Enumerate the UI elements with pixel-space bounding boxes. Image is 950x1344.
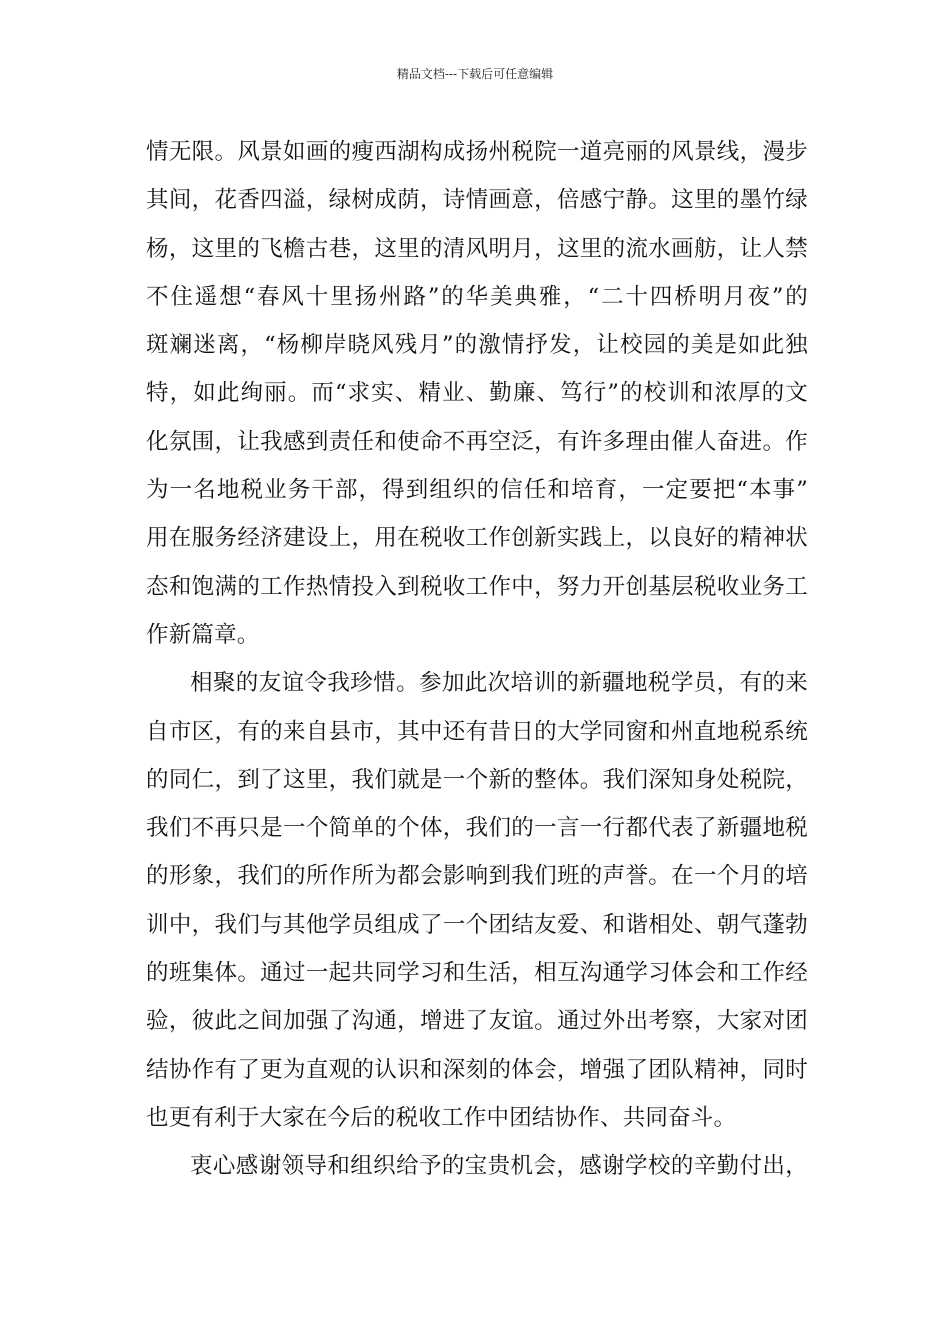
text-line: 相聚的友谊令我珍惜。参加此次培训的新疆地税学员，有的来	[190, 670, 808, 697]
text-line: 作新篇章。	[146, 621, 260, 648]
text-line: 杨，这里的飞檐古巷，这里的清风明月，这里的流水画舫，让人禁	[146, 235, 808, 262]
text-line: 自市区，有的来自县市，其中还有昔日的大学同窗和州直地税系统	[146, 718, 808, 745]
text-line: 斑斓迷离，“杨柳岸晓风残月”的激情抒发，让校园的美是如此独	[146, 332, 808, 359]
text-line: 我们不再只是一个简单的个体，我们的一言一行都代表了新疆地税	[146, 815, 808, 842]
page-header: 精品文档---下载后可任意编辑	[396, 67, 554, 81]
text-line: 也更有利于大家在今后的税收工作中团结协作、共同奋斗。	[146, 1104, 737, 1131]
text-line: 情无限。风景如画的瘦西湖构成扬州税院一道亮丽的风景线，漫步	[146, 139, 808, 165]
paragraph	[146, 128, 808, 659]
text-line: 训中，我们与其他学员组成了一个团结友爱、和谐相处、朝气蓬勃	[146, 911, 808, 938]
text-line: 的班集体。通过一起共同学习和生活，相互沟通学习体会和工作经	[146, 960, 808, 987]
text-line: 不住遥想“春风十里扬州路”的华美典雅，“二十四桥明月夜”的	[146, 283, 808, 310]
document-body	[146, 128, 808, 1191]
paragraph	[146, 659, 808, 1142]
text-line: 态和饱满的工作热情投入到税收工作中，努力开创基层税收业务工	[146, 573, 808, 600]
text-line: 化氛围，让我感到责任和使命不再空泛，有许多理由催人奋进。作	[146, 428, 808, 455]
text-line: 衷心感谢领导和组织给予的宝贵机会，感谢学校的辛勤付出，	[190, 1153, 808, 1180]
text-line: 用在服务经济建设上，用在税收工作创新实践上，以良好的精神状	[146, 525, 808, 552]
text-line: 其间，花香四溢，绿树成荫，诗情画意，倍感宁静。这里的墨竹绿	[146, 187, 808, 214]
text-line: 为一名地税业务干部，得到组织的信任和培育，一定要把“本事”	[146, 477, 808, 504]
paragraph	[146, 1142, 808, 1190]
text-line: 验，彼此之间加强了沟通，增进了友谊。通过外出考察，大家对团	[146, 1008, 808, 1035]
text-line: 结协作有了更为直观的认识和深刻的体会，增强了团队精神，同时	[146, 1056, 808, 1083]
text-line: 的同仁，到了这里，我们就是一个新的整体。我们深知身处税院，	[146, 766, 808, 793]
text-line: 的形象，我们的所作所为都会影响到我们班的声誉。在一个月的培	[146, 863, 808, 890]
text-line: 特，如此绚丽。而“求实、精业、勤廉、笃行”的校训和浓厚的文	[146, 380, 808, 407]
